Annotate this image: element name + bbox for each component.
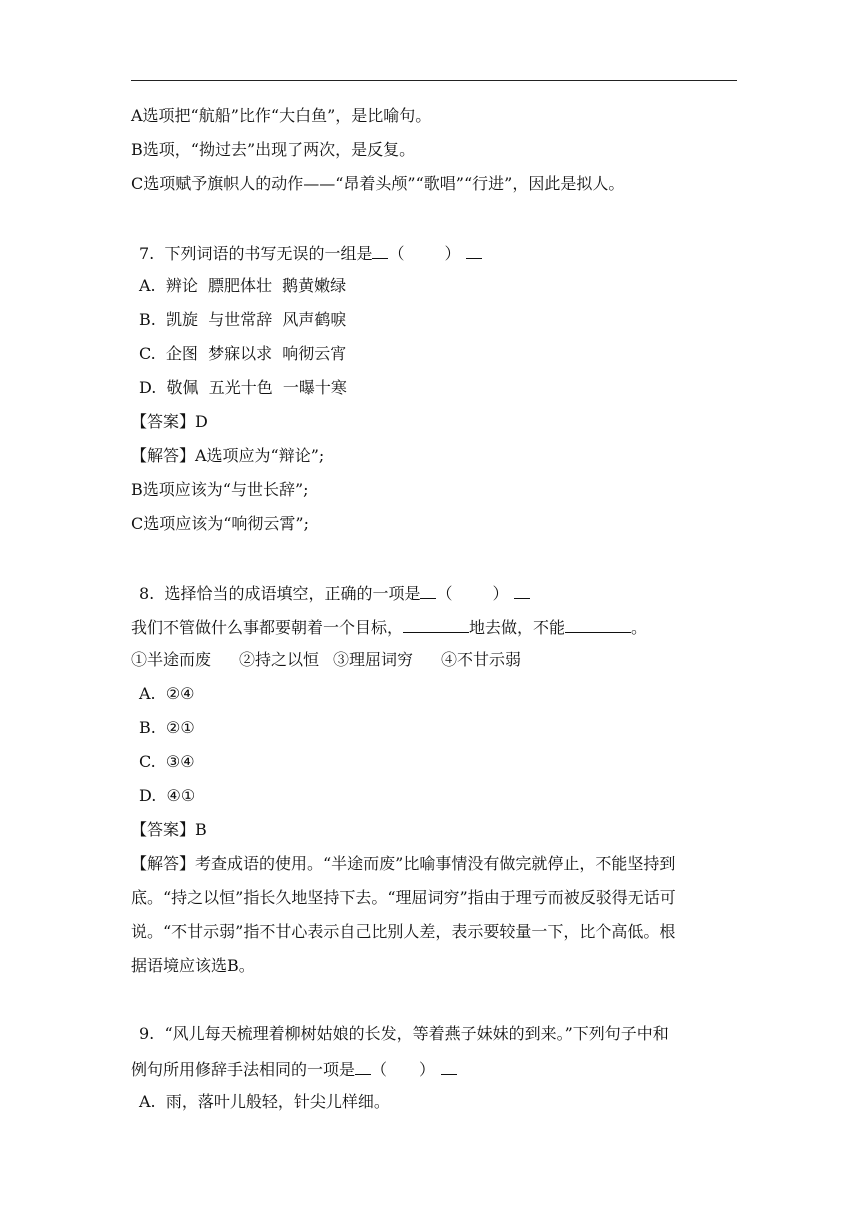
question-8-text: 8. 选择恰当的成语填空，正确的一项是: [139, 584, 421, 603]
fill-blank-1: [403, 616, 469, 633]
question-7-text: 7. 下列词语的书写无误的一组是: [139, 244, 373, 263]
header-rule: [131, 80, 737, 81]
question-8-analysis-line: 说。“不甘示弱”指不甘心表示自己比别人差，表示要较量一下，比个高低。根: [131, 922, 676, 941]
question-8-sentence: [131, 616, 647, 638]
question-7-stem: [139, 242, 482, 264]
question-8-analysis-line: 【解答】考查成语的使用。“半途而废”比喻事情没有做完就停止，不能坚持到: [131, 854, 676, 873]
choice-4: ④不甘示弱: [441, 650, 522, 669]
question-7-analysis-line: C选项应该为“响彻云霄”;: [131, 514, 309, 533]
q6-explanation-b: B选项，“拗过去”出现了两次，是反复。: [131, 140, 416, 159]
question-8-stem: [139, 582, 530, 604]
question-8-option-c: C. ③④: [139, 752, 195, 771]
sentence-mid: 地去做，不能: [469, 618, 566, 637]
question-7-analysis-line: 【解答】A选项应为“辩论”;: [131, 446, 325, 465]
question-9-stem-line1: 9. “风儿每天梳理着柳树姑娘的长发，等着燕子妹妹的到来。”下列句子中和: [139, 1024, 669, 1043]
question-8-answer: 【答案】B: [131, 820, 207, 839]
question-8-option-a: A. ②④: [139, 684, 195, 703]
fill-blank-2: [565, 616, 631, 633]
answer-blank: [355, 1058, 371, 1075]
question-7-answer: 【答案】D: [131, 412, 208, 431]
answer-blank: [466, 242, 482, 259]
choice-2: ②持之以恒: [239, 650, 320, 669]
question-9-text: 例句所用修辞手法相同的一项是: [131, 1060, 356, 1079]
choice-1: ①半途而废: [131, 650, 212, 669]
sentence-start: 我们不管做什么事都要朝着一个目标，: [131, 618, 404, 637]
question-7-analysis-line: B选项应该为“与世长辞”;: [131, 480, 309, 499]
paren-open: （: [388, 244, 405, 263]
paren-open: （: [371, 1060, 388, 1079]
sentence-end: 。: [631, 618, 648, 637]
answer-blank: [420, 582, 436, 599]
question-9-option-a: A. 雨，落叶儿般轻，针尖儿样细。: [139, 1092, 390, 1111]
paren-open: （: [436, 584, 453, 603]
answer-blank: [372, 242, 388, 259]
q6-explanation-c: C选项赋予旗帜人的动作——“昂着头颅”“歌唱”“行进”，因此是拟人。: [131, 174, 625, 193]
q6-explanation-a: A选项把“航船”比作“大白鱼”，是比喻句。: [131, 106, 432, 125]
question-8-option-d: D. ④①: [139, 786, 196, 805]
question-9-stem-line2: [131, 1058, 457, 1080]
answer-blank: [514, 582, 530, 599]
question-7-option-a: A. 辨论 膘肥体壮 鹅黄嫩绿: [139, 276, 347, 295]
choice-3: ③理屈词穷: [333, 650, 414, 669]
answer-blank: [441, 1058, 457, 1075]
paren-close: ）: [444, 244, 461, 263]
question-7-option-c: C. 企图 梦寐以求 响彻云宵: [139, 344, 347, 363]
question-8-option-b: B. ②①: [139, 718, 195, 737]
question-8-choices: [131, 650, 521, 670]
question-8-analysis-line: 底。“持之以恒”指长久地坚持下去。“理屈词穷”指由于理亏而被反驳得无话可: [131, 888, 676, 907]
question-7-option-d: D. 敬佩 五光十色 一曝十寒: [139, 378, 347, 397]
question-8-analysis-line: 据语境应该选B。: [131, 956, 255, 975]
question-7-option-b: B. 凯旋 与世常辞 风声鹤唳: [139, 310, 347, 329]
paren-close: ）: [419, 1060, 436, 1079]
paren-close: ）: [492, 584, 509, 603]
